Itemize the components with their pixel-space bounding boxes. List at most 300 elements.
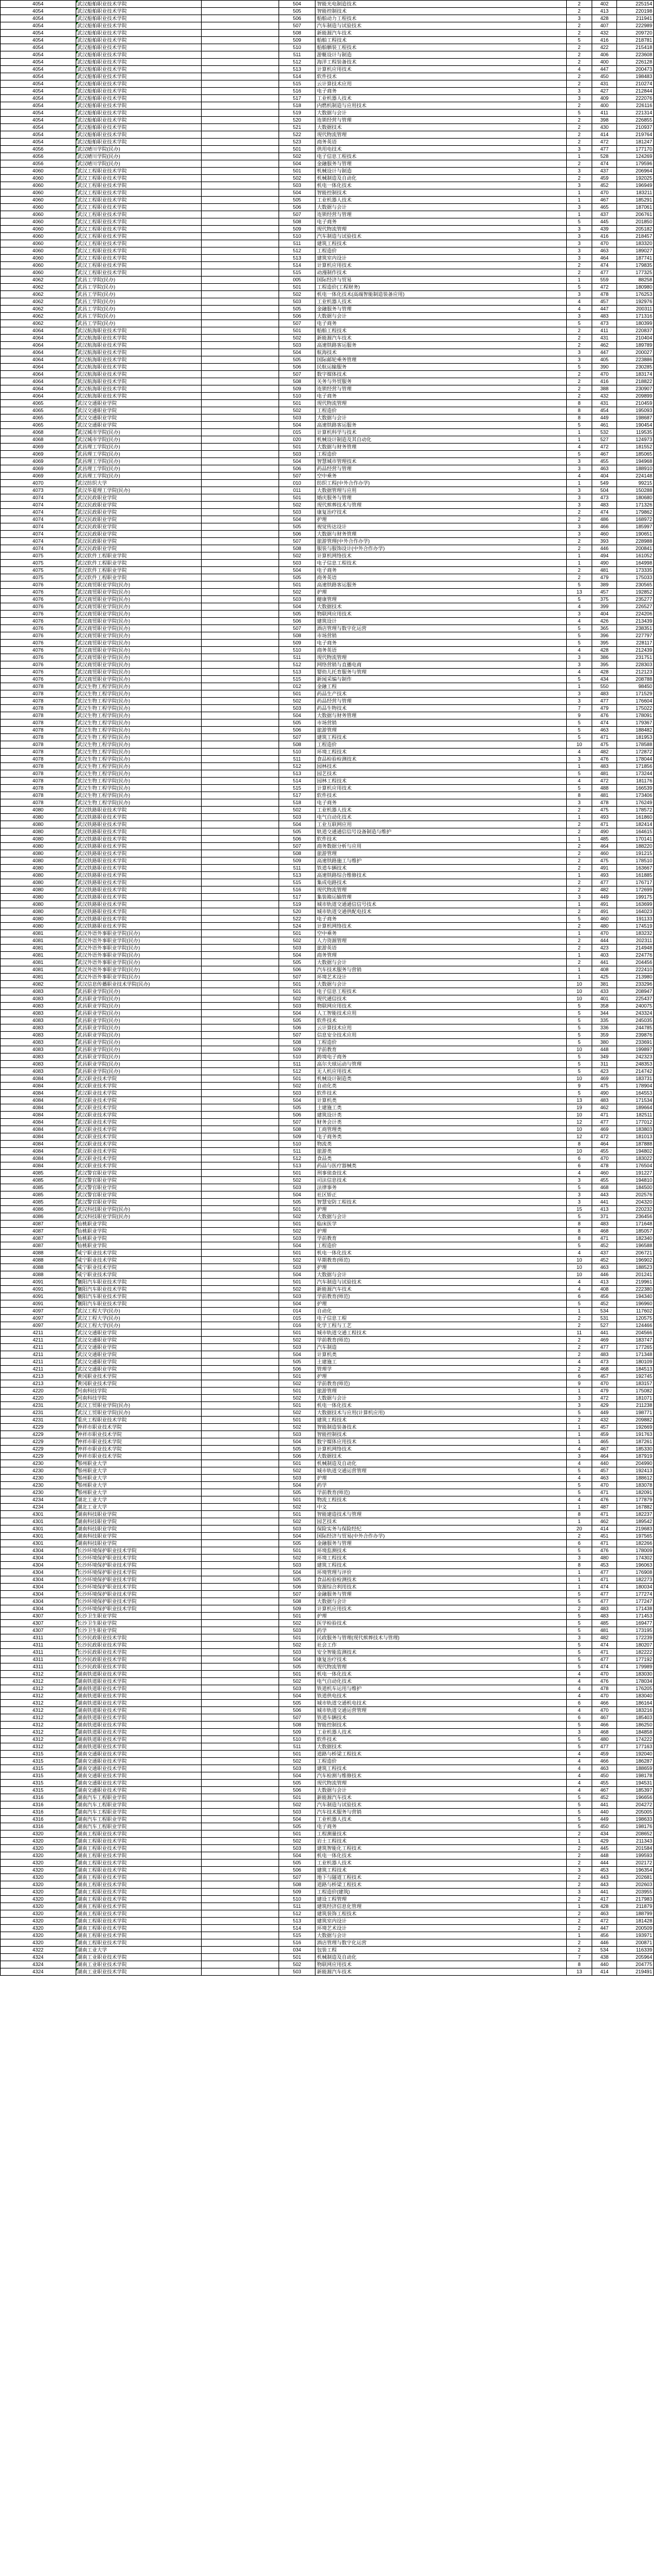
school-name-overflow-cell[interactable] [202, 1954, 279, 1961]
score-cell[interactable]: 457 [592, 298, 617, 306]
score-cell[interactable]: 446 [592, 1939, 617, 1947]
school-name-overflow-cell[interactable] [202, 632, 279, 640]
major-code-cell[interactable]: 511 [279, 1061, 315, 1068]
school-name-overflow-cell[interactable] [202, 240, 279, 247]
major-name-cell[interactable]: 工业互联网应用 [315, 821, 567, 828]
school-name-cell[interactable]: 武汉航海职业技术学院 [76, 356, 202, 364]
school-code-cell[interactable]: 4085 [1, 1191, 76, 1199]
table-row[interactable] [1, 1736, 654, 1743]
major-code-cell[interactable]: 513 [279, 1918, 315, 1925]
school-name-overflow-cell[interactable] [202, 1801, 279, 1809]
school-name-overflow-cell[interactable] [202, 596, 279, 603]
rank-cell[interactable]: 179862 [617, 509, 654, 516]
school-name-overflow-cell[interactable] [202, 1286, 279, 1293]
school-name-overflow-cell[interactable] [202, 1489, 279, 1496]
major-name-cell[interactable]: 工业机器人技术 [315, 197, 567, 204]
major-code-cell[interactable]: 504 [279, 821, 315, 828]
major-name-cell[interactable]: 机械设计制造类 [315, 1075, 567, 1083]
school-name-overflow-cell[interactable] [202, 741, 279, 749]
school-name-overflow-cell[interactable] [202, 1482, 279, 1489]
score-cell[interactable]: 469 [592, 1337, 617, 1344]
table-row[interactable] [1, 1968, 654, 1976]
school-name-cell[interactable]: 湖南工程职业技术学院 [76, 1860, 202, 1867]
rank-cell[interactable]: 181953 [617, 734, 654, 741]
rank-cell[interactable]: 203955 [617, 1889, 654, 1896]
plan-count-cell[interactable]: 5 [567, 1039, 592, 1046]
major-code-cell[interactable]: 508 [279, 1126, 315, 1133]
rank-cell[interactable]: 214948 [617, 945, 654, 952]
major-name-cell[interactable]: 商务英语 [315, 574, 567, 582]
school-name-cell[interactable]: 湖南汽车工程职业学院 [76, 1823, 202, 1830]
rank-cell[interactable]: 181071 [617, 1395, 654, 1402]
rank-cell[interactable]: 191215 [617, 850, 654, 857]
plan-count-cell[interactable]: 5 [567, 734, 592, 741]
school-code-cell[interactable]: 4304 [1, 1598, 76, 1605]
score-cell[interactable]: 477 [592, 1591, 617, 1598]
rank-cell[interactable]: 205182 [617, 226, 654, 233]
major-name-cell[interactable]: 商务管理 [315, 952, 567, 959]
rank-cell[interactable]: 171438 [617, 1605, 654, 1613]
school-code-cell[interactable]: 4087 [1, 1228, 76, 1235]
plan-count-cell[interactable]: 5 [567, 218, 592, 226]
major-code-cell[interactable]: 505 [279, 356, 315, 364]
school-name-cell[interactable]: 武汉商贸职业学院(民办) [76, 654, 202, 661]
school-name-overflow-cell[interactable] [202, 407, 279, 415]
school-name-cell[interactable]: 武汉职业技术学院 [76, 1104, 202, 1112]
rank-cell[interactable]: 176249 [617, 799, 654, 807]
school-name-cell[interactable]: 武汉华夏理工学院(民办) [76, 487, 202, 494]
plan-count-cell[interactable]: 3 [567, 690, 592, 698]
school-name-overflow-cell[interactable] [202, 44, 279, 51]
major-name-cell[interactable]: 临床医学 [315, 1221, 567, 1228]
school-name-cell[interactable]: 武昌工学院(民办) [76, 277, 202, 284]
plan-count-cell[interactable]: 1 [567, 480, 592, 487]
rank-cell[interactable]: 210274 [617, 80, 654, 88]
school-name-cell[interactable]: 武汉科技职业学院(民办) [76, 1206, 202, 1213]
plan-count-cell[interactable]: 12 [567, 1119, 592, 1126]
school-name-overflow-cell[interactable] [202, 1177, 279, 1184]
rank-cell[interactable]: 182273 [617, 1576, 654, 1584]
school-code-cell[interactable]: 4320 [1, 1918, 76, 1925]
score-cell[interactable]: 483 [592, 1097, 617, 1104]
table-row[interactable] [1, 894, 654, 901]
major-code-cell[interactable]: 510 [279, 1141, 315, 1148]
plan-count-cell[interactable]: 8 [567, 415, 592, 422]
major-name-cell[interactable]: 人工智能技术应用 [315, 1010, 567, 1017]
plan-count-cell[interactable]: 4 [567, 778, 592, 785]
major-name-cell[interactable]: 园艺技术 [315, 770, 567, 778]
rank-cell[interactable]: 196354 [617, 1867, 654, 1874]
rank-cell[interactable]: 245035 [617, 1017, 654, 1024]
school-code-cell[interactable]: 4211 [1, 1358, 76, 1366]
plan-count-cell[interactable]: 1 [567, 1504, 592, 1511]
school-name-cell[interactable]: 武汉职业技术学院 [76, 1155, 202, 1162]
rank-cell[interactable]: 182340 [617, 1235, 654, 1242]
major-name-cell[interactable]: 现代物流管理 [315, 226, 567, 233]
rank-cell[interactable]: 201584 [617, 1845, 654, 1852]
plan-count-cell[interactable]: 7 [567, 1954, 592, 1961]
score-cell[interactable]: 447 [592, 66, 617, 73]
major-code-cell[interactable]: 503 [279, 1845, 315, 1852]
score-cell[interactable]: 474 [592, 1663, 617, 1671]
table-row[interactable] [1, 937, 654, 945]
school-name-cell[interactable]: 武汉民政职业学院 [76, 516, 202, 523]
school-code-cell[interactable]: 4081 [1, 974, 76, 981]
score-cell[interactable]: 375 [592, 596, 617, 603]
major-name-cell[interactable]: 包装工程 [315, 1947, 567, 1954]
school-code-cell[interactable]: 4320 [1, 1925, 76, 1932]
school-name-overflow-cell[interactable] [202, 1148, 279, 1155]
major-code-cell[interactable]: 506 [279, 1024, 315, 1032]
major-code-cell[interactable]: 508 [279, 1039, 315, 1046]
major-code-cell[interactable]: 501 [279, 1547, 315, 1555]
major-name-cell[interactable]: 工业机器人技术 [315, 95, 567, 102]
major-code-cell[interactable]: 502 [279, 1395, 315, 1402]
score-cell[interactable]: 443 [592, 1881, 617, 1889]
score-cell[interactable]: 472 [592, 1133, 617, 1141]
school-name-overflow-cell[interactable] [202, 66, 279, 73]
score-cell[interactable]: 470 [592, 1707, 617, 1714]
school-code-cell[interactable]: 4080 [1, 807, 76, 814]
score-cell[interactable]: 528 [592, 153, 617, 160]
major-code-cell[interactable]: 501 [279, 1417, 315, 1424]
major-name-cell[interactable]: 大数据技术 [315, 1743, 567, 1751]
major-code-cell[interactable]: 507 [279, 1874, 315, 1881]
plan-count-cell[interactable]: 3 [567, 226, 592, 233]
school-name-overflow-cell[interactable] [202, 908, 279, 916]
plan-count-cell[interactable]: 2 [567, 51, 592, 59]
table-row[interactable] [1, 1097, 654, 1104]
table-row[interactable] [1, 1046, 654, 1054]
school-name-cell[interactable]: 武汉铁路职业技术学院 [76, 850, 202, 857]
school-code-cell[interactable]: 4081 [1, 937, 76, 945]
major-name-cell[interactable]: 环境监测技术 [315, 1547, 567, 1555]
school-code-cell[interactable]: 4054 [1, 15, 76, 22]
school-name-overflow-cell[interactable] [202, 654, 279, 661]
major-code-cell[interactable]: 521 [279, 124, 315, 131]
plan-count-cell[interactable]: 1 [567, 1308, 592, 1315]
rank-cell[interactable]: 198176 [617, 1823, 654, 1830]
plan-count-cell[interactable]: 3 [567, 233, 592, 240]
table-row[interactable] [1, 30, 654, 37]
major-name-cell[interactable]: 工业机器人技术 [315, 1729, 567, 1736]
school-code-cell[interactable]: 4054 [1, 139, 76, 146]
plan-count-cell[interactable]: 2 [567, 574, 592, 582]
school-name-cell[interactable]: 武汉铁路职业技术学院 [76, 908, 202, 916]
school-code-cell[interactable]: 4083 [1, 1068, 76, 1075]
plan-count-cell[interactable]: 8 [567, 1221, 592, 1228]
score-cell[interactable]: 453 [592, 1867, 617, 1874]
score-cell[interactable]: 386 [592, 654, 617, 661]
score-cell[interactable]: 449 [592, 1409, 617, 1417]
major-name-cell[interactable]: 空中乘务 [315, 930, 567, 937]
score-cell[interactable]: 448 [592, 1046, 617, 1054]
plan-count-cell[interactable]: 9 [567, 1380, 592, 1388]
school-name-cell[interactable]: 武汉铁路职业技术学院 [76, 843, 202, 850]
major-name-cell[interactable]: 工程造价 [315, 1039, 567, 1046]
major-code-cell[interactable]: 504 [279, 1438, 315, 1446]
score-cell[interactable]: 427 [592, 88, 617, 95]
rank-cell[interactable]: 183747 [617, 1337, 654, 1344]
major-name-cell[interactable]: 城市轨道交通运营管理 [315, 1467, 567, 1475]
major-code-cell[interactable]: 503 [279, 1344, 315, 1351]
major-code-cell[interactable]: 511 [279, 654, 315, 661]
plan-count-cell[interactable]: 5 [567, 422, 592, 429]
table-row[interactable] [1, 1395, 654, 1402]
major-name-cell[interactable]: 大数据与会计 [315, 981, 567, 988]
score-cell[interactable]: 479 [592, 574, 617, 582]
school-code-cell[interactable]: 4054 [1, 124, 76, 131]
score-cell[interactable]: 456 [592, 1932, 617, 1939]
table-row[interactable] [1, 1954, 654, 1961]
major-code-cell[interactable]: 501 [279, 1460, 315, 1467]
plan-count-cell[interactable]: 2 [567, 1366, 592, 1373]
table-row[interactable] [1, 131, 654, 139]
table-row[interactable] [1, 465, 654, 473]
major-name-cell[interactable]: 计算机网络技术 [315, 552, 567, 560]
major-code-cell[interactable]: 512 [279, 1910, 315, 1918]
school-name-cell[interactable]: 武汉警官职业学院 [76, 1199, 202, 1206]
school-name-cell[interactable]: 长沙民政职业技术学院 [76, 1656, 202, 1663]
major-code-cell[interactable]: 503 [279, 342, 315, 349]
school-code-cell[interactable]: 4085 [1, 1184, 76, 1191]
school-code-cell[interactable]: 4074 [1, 502, 76, 509]
score-cell[interactable]: 365 [592, 625, 617, 632]
score-cell[interactable]: 464 [592, 255, 617, 262]
rank-cell[interactable]: 185291 [617, 197, 654, 204]
rank-cell[interactable]: 213980 [617, 974, 654, 981]
school-code-cell[interactable]: 4078 [1, 799, 76, 807]
score-cell[interactable]: 432 [592, 393, 617, 400]
major-code-cell[interactable]: 512 [279, 247, 315, 255]
school-name-overflow-cell[interactable] [202, 211, 279, 218]
table-row[interactable] [1, 95, 654, 102]
major-name-cell[interactable]: 康复治疗技术 [315, 1656, 567, 1663]
table-row[interactable] [1, 1518, 654, 1526]
rank-cell[interactable]: 171326 [617, 502, 654, 509]
school-name-overflow-cell[interactable] [202, 1279, 279, 1286]
school-code-cell[interactable]: 4304 [1, 1605, 76, 1613]
score-cell[interactable]: 491 [592, 865, 617, 872]
major-name-cell[interactable]: 铁道车辆技术 [315, 1714, 567, 1722]
plan-count-cell[interactable]: 3 [567, 1729, 592, 1736]
school-code-cell[interactable]: 4085 [1, 1170, 76, 1177]
table-row[interactable] [1, 1932, 654, 1939]
major-name-cell[interactable]: 建筑工程技术 [315, 1417, 567, 1424]
score-cell[interactable]: 471 [592, 1540, 617, 1547]
major-code-cell[interactable]: 005 [279, 277, 315, 284]
table-row[interactable] [1, 1838, 654, 1845]
school-name-cell[interactable]: 长沙环境保护职业技术学院 [76, 1598, 202, 1605]
school-name-overflow-cell[interactable] [202, 843, 279, 850]
school-code-cell[interactable]: 4060 [1, 175, 76, 182]
plan-count-cell[interactable]: 1 [567, 1388, 592, 1395]
school-name-overflow-cell[interactable] [202, 1874, 279, 1881]
school-name-overflow-cell[interactable] [202, 1206, 279, 1213]
school-name-overflow-cell[interactable] [202, 1003, 279, 1010]
school-name-overflow-cell[interactable] [202, 1017, 279, 1024]
school-name-cell[interactable]: 湖南工业职业技术学院 [76, 1954, 202, 1961]
major-code-cell[interactable]: 502 [279, 1286, 315, 1293]
school-code-cell[interactable]: 4084 [1, 1090, 76, 1097]
score-cell[interactable]: 416 [592, 37, 617, 44]
major-code-cell[interactable]: 502 [279, 1228, 315, 1235]
table-row[interactable] [1, 1148, 654, 1155]
major-code-cell[interactable]: 506 [279, 531, 315, 538]
plan-count-cell[interactable]: 2 [567, 393, 592, 400]
rank-cell[interactable]: 182237 [617, 1511, 654, 1518]
school-code-cell[interactable]: 4064 [1, 371, 76, 378]
major-code-cell[interactable]: 509 [279, 226, 315, 233]
major-code-cell[interactable]: 502 [279, 291, 315, 298]
rank-cell[interactable]: 178044 [617, 756, 654, 763]
school-code-cell[interactable]: 4097 [1, 1308, 76, 1315]
rank-cell[interactable]: 222380 [617, 1286, 654, 1293]
school-name-cell[interactable]: 武汉船舶职业技术学院 [76, 124, 202, 131]
major-code-cell[interactable]: 503 [279, 1293, 315, 1300]
score-cell[interactable]: 532 [592, 429, 617, 436]
school-code-cell[interactable]: 4230 [1, 1475, 76, 1482]
school-code-cell[interactable]: 4083 [1, 1010, 76, 1017]
school-name-cell[interactable]: 武汉民政职业学院 [76, 494, 202, 502]
rank-cell[interactable]: 171534 [617, 1097, 654, 1104]
major-name-cell[interactable]: 电气自动化技术 [315, 1678, 567, 1685]
score-cell[interactable]: 464 [592, 1141, 617, 1148]
score-cell[interactable]: 381 [592, 981, 617, 988]
school-code-cell[interactable]: 4211 [1, 1366, 76, 1373]
major-name-cell[interactable]: 机械制造及自动化 [315, 175, 567, 182]
major-name-cell[interactable]: 高速铁路客运服务 [315, 422, 567, 429]
rank-cell[interactable]: 228117 [617, 640, 654, 647]
school-code-cell[interactable]: 4062 [1, 320, 76, 327]
rank-cell[interactable]: 169477 [617, 1620, 654, 1627]
score-cell[interactable]: 472 [592, 139, 617, 146]
plan-count-cell[interactable]: 2 [567, 102, 592, 110]
school-code-cell[interactable]: 4312 [1, 1685, 76, 1693]
school-code-cell[interactable]: 4083 [1, 995, 76, 1003]
major-name-cell[interactable]: 电子信息工程技术 [315, 560, 567, 567]
school-name-cell[interactable]: 武汉商贸职业学院(民办) [76, 596, 202, 603]
major-name-cell[interactable]: 社区矫正 [315, 1191, 567, 1199]
school-name-overflow-cell[interactable] [202, 821, 279, 828]
major-name-cell[interactable]: 船舶工程技术 [315, 327, 567, 335]
plan-count-cell[interactable]: 4 [567, 1358, 592, 1366]
school-code-cell[interactable]: 4311 [1, 1663, 76, 1671]
major-name-cell[interactable]: 计算机应用技术 [315, 785, 567, 792]
school-name-cell[interactable]: 武汉软件工程职业学院 [76, 560, 202, 567]
major-name-cell[interactable]: 物流工程技术 [315, 1496, 567, 1504]
school-name-overflow-cell[interactable] [202, 1046, 279, 1054]
major-name-cell[interactable]: 机电一体化技术 [315, 182, 567, 189]
major-code-cell[interactable]: 503 [279, 814, 315, 821]
major-name-cell[interactable]: 跨境电子商务 [315, 1054, 567, 1061]
plan-count-cell[interactable]: 4 [567, 298, 592, 306]
major-code-cell[interactable]: 502 [279, 153, 315, 160]
school-code-cell[interactable]: 4075 [1, 574, 76, 582]
score-cell[interactable]: 459 [592, 1751, 617, 1758]
score-cell[interactable]: 464 [592, 843, 617, 850]
plan-count-cell[interactable]: 6 [567, 1714, 592, 1722]
table-row[interactable] [1, 567, 654, 574]
table-row[interactable] [1, 1576, 654, 1584]
table-row[interactable] [1, 966, 654, 974]
major-name-cell[interactable]: 婴幼儿托育服务与管理 [315, 669, 567, 676]
rank-cell[interactable]: 177170 [617, 146, 654, 153]
major-code-cell[interactable]: 516 [279, 1939, 315, 1947]
rank-cell[interactable]: 188482 [617, 727, 654, 734]
rank-cell[interactable]: 187741 [617, 255, 654, 262]
major-code-cell[interactable]: 510 [279, 44, 315, 51]
plan-count-cell[interactable]: 2 [567, 8, 592, 15]
major-name-cell[interactable]: 建筑工程技术 [315, 1765, 567, 1772]
plan-count-cell[interactable]: 10 [567, 1264, 592, 1271]
rank-cell[interactable]: 185330 [617, 1446, 654, 1453]
school-name-overflow-cell[interactable] [202, 1308, 279, 1315]
major-code-cell[interactable]: 501 [279, 400, 315, 407]
major-name-cell[interactable]: 智慧安防工程技术 [315, 1199, 567, 1206]
score-cell[interactable]: 457 [592, 1467, 617, 1475]
major-name-cell[interactable]: 园林技术 [315, 763, 567, 770]
major-code-cell[interactable]: 501 [279, 1388, 315, 1395]
rank-cell[interactable]: 178009 [617, 1547, 654, 1555]
major-code-cell[interactable]: 509 [279, 385, 315, 393]
school-code-cell[interactable]: 4080 [1, 850, 76, 857]
rank-cell[interactable]: 182222 [617, 1649, 654, 1656]
major-name-cell[interactable]: 纺织工程(中外合作办学) [315, 480, 567, 487]
school-name-cell[interactable]: 武汉航海职业技术学院 [76, 327, 202, 335]
score-cell[interactable]: 401 [592, 995, 617, 1003]
major-code-cell[interactable]: 501 [279, 494, 315, 502]
rank-cell[interactable]: 173406 [617, 792, 654, 799]
major-code-cell[interactable]: 507 [279, 371, 315, 378]
major-code-cell[interactable]: 510 [279, 647, 315, 654]
plan-count-cell[interactable]: 5 [567, 1794, 592, 1801]
plan-count-cell[interactable]: 3 [567, 661, 592, 669]
plan-count-cell[interactable]: 9 [567, 712, 592, 719]
plan-count-cell[interactable]: 4 [567, 1751, 592, 1758]
plan-count-cell[interactable]: 2 [567, 850, 592, 857]
table-row[interactable] [1, 1910, 654, 1918]
score-cell[interactable]: 477 [592, 1743, 617, 1751]
school-name-overflow-cell[interactable] [202, 1605, 279, 1613]
school-code-cell[interactable]: 4054 [1, 88, 76, 95]
plan-count-cell[interactable]: 3 [567, 756, 592, 763]
table-row[interactable] [1, 269, 654, 277]
school-name-overflow-cell[interactable] [202, 37, 279, 44]
major-code-cell[interactable]: 514 [279, 1925, 315, 1932]
plan-count-cell[interactable]: 1 [567, 763, 592, 770]
score-cell[interactable]: 393 [592, 538, 617, 545]
score-cell[interactable]: 471 [592, 734, 617, 741]
major-code-cell[interactable]: 507 [279, 1119, 315, 1126]
plan-count-cell[interactable]: 2 [567, 828, 592, 836]
school-name-overflow-cell[interactable] [202, 153, 279, 160]
table-row[interactable] [1, 1896, 654, 1903]
major-code-cell[interactable]: 034 [279, 1947, 315, 1954]
school-name-overflow-cell[interactable] [202, 1903, 279, 1910]
score-cell[interactable]: 477 [592, 1569, 617, 1576]
table-row[interactable] [1, 1634, 654, 1642]
major-code-cell[interactable]: 501 [279, 582, 315, 589]
table-row[interactable] [1, 1751, 654, 1758]
score-cell[interactable]: 429 [592, 1838, 617, 1845]
school-name-overflow-cell[interactable] [202, 473, 279, 480]
rank-cell[interactable]: 225437 [617, 995, 654, 1003]
school-name-overflow-cell[interactable] [202, 1780, 279, 1787]
school-code-cell[interactable]: 4075 [1, 567, 76, 574]
school-code-cell[interactable]: 4230 [1, 1489, 76, 1496]
major-code-cell[interactable]: 506 [279, 1787, 315, 1794]
